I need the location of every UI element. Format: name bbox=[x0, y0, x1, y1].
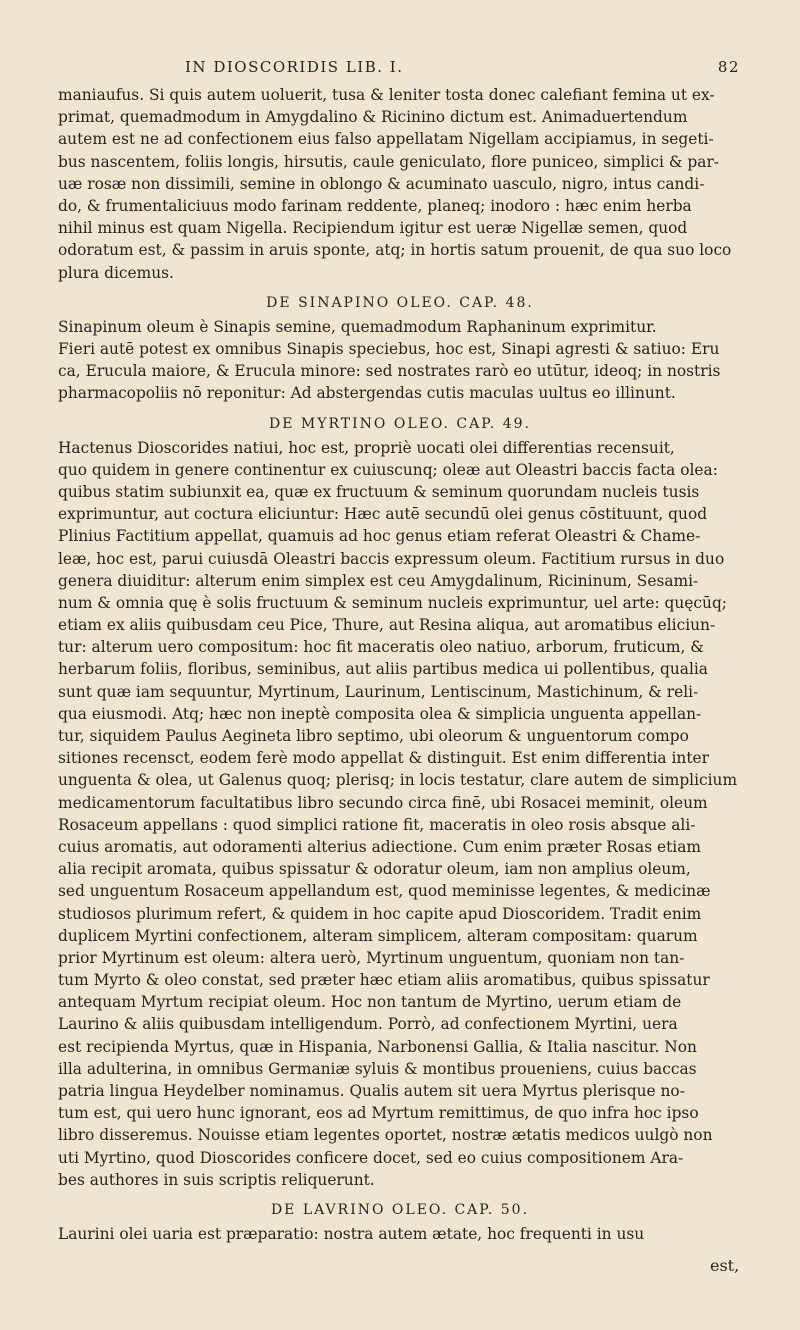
text-line: unguenta & olea, ut Galenus quoq; plerisq; in locis testatur, clare autem de simplicium bbox=[58, 771, 738, 790]
text-line: bus nascentem, foliis longis, hirsutis, caule geniculato, flore puniceo, simplici & par- bbox=[58, 152, 720, 171]
text-line: bes authores in suis scriptis reliquerunt. bbox=[58, 1170, 375, 1189]
text-line: uti Myrtino, quod Dioscorides conficere docet, sed eo cuius compositionem Ara- bbox=[58, 1148, 684, 1167]
text-line: Plinius Factitium appellat, quamuis ad hoc genus etiam referat Oleastri & Chame- bbox=[58, 527, 701, 546]
text-line: tur: alterum uero compositum: hoc fit maceratis oleo natiuo, arborum, fruticum, & bbox=[58, 638, 704, 657]
chapter-heading-48: DE SINAPINO OLEO. CAP. 48. bbox=[266, 294, 534, 311]
text-line: tum est, qui uero hunc ignorant, eos ad Myrtum remittimus, de quo infra hoc ipso bbox=[58, 1104, 699, 1123]
text-line: libro disseremus. Nouisse etiam legentes oportet, nostræ ætatis medicos uulgò non bbox=[58, 1126, 713, 1145]
text-line: nihil minus est quam Nigella. Recipiendum igitur est ueræ Nigellæ semen, quod bbox=[58, 219, 688, 238]
chapter-heading-49: DE MYRTINO OLEO. CAP. 49. bbox=[269, 415, 531, 432]
chapter-heading-50: DE LAVRINO OLEO. CAP. 50. bbox=[270, 1202, 530, 1219]
text-line: num & omnia quę è solis fructuum & seminum nucleis exprimuntur, uel arte: quęcūq; bbox=[58, 593, 727, 612]
text-line: prior Myrtinum est oleum: altera uerò, Myrtinum unguentum, quoniam non tan- bbox=[58, 948, 685, 967]
text-line: tur, siquidem Paulus Aegineta libro septimo, ubi oleorum & unguentorum compo bbox=[58, 727, 689, 746]
text-line: est recipienda Myrtus, quæ in Hispania, Narbonensi Gallia, & Italia nascitur. Non bbox=[58, 1037, 697, 1056]
text-line: genera diuiditur: alterum enim simplex est ceu Amygdalinum, Ricininum, Sesami- bbox=[58, 571, 699, 590]
text-line: uæ rosæ non dissimili, semine in oblongo & acuminato uasculo, nigro, intus candi- bbox=[58, 174, 705, 193]
text-line: patria lingua Heydelber nominamus. Qualis autem sit uera Myrtus plerisque no- bbox=[58, 1082, 685, 1101]
text-line: qua eiusmodi. Atq; hæc non ineptè composita olea & simplicia unguenta appellan- bbox=[58, 704, 702, 723]
text-line: plura dicemus. bbox=[58, 263, 174, 282]
text-line: Laurini olei uaria est præparatio: nostra autem ætate, hoc frequenti in usu bbox=[58, 1225, 645, 1244]
text-line: sed unguentum Rosaceum appellandum est, quod meminisse legentes, & medicinæ bbox=[58, 882, 711, 901]
text-line: leæ, hoc est, parui cuiusdā Oleastri baccis expressum oleum. Factitium rursus in duo bbox=[58, 549, 725, 568]
folio-number: 82 bbox=[717, 58, 740, 76]
text-line: antequam Myrtum recipiat oleum. Hoc non tantum de Myrtino, uerum etiam de bbox=[58, 993, 682, 1012]
text-line: tum Myrto & oleo constat, sed præter hæc etiam aliis aromatibus, quibus spissatur bbox=[58, 971, 710, 990]
paragraph-nigella bbox=[58, 84, 748, 284]
text-line: Hactenus Dioscorides natiui, hoc est, propriè uocati olei differentias recensuit, bbox=[58, 438, 675, 457]
text-line: duplicem Myrtini confectionem, alteram simplicem, alteram compositam: quarum bbox=[58, 926, 698, 945]
text-line: herbarum foliis, floribus, seminibus, aut aliis partibus medica ui pollentibus, qualia bbox=[58, 660, 708, 679]
paragraph-sinapino bbox=[58, 316, 748, 405]
text-line: ca, Erucula maiore, & Erucula minore: sed nostrates rarò eo utūtur, ideoq; in nostris bbox=[58, 362, 721, 381]
text-line: Laurino & aliis quibusdam intelligendum. Porrò, ad confectionem Myrtini, uera bbox=[58, 1015, 678, 1034]
text-line: Rosaceum appellans : quod simplici ratione fit, maceratis in oleo rosis absque ali- bbox=[58, 815, 696, 834]
text-line: studiosos plurimum refert, & quidem in hoc capite apud Dioscoridem. Tradit enim bbox=[58, 904, 702, 923]
text-line: pharmacopoliis nō reponitur: Ad abstergendas cutis maculas uultus eo illinunt. bbox=[58, 384, 676, 403]
text-line: sitiones recensct, eodem ferè modo appellat & distinguit. Est enim differentia inter bbox=[58, 749, 709, 768]
text-line: sunt quæ iam sequuntur, Myrtinum, Laurinum, Lentiscinum, Mastichinum, & reli- bbox=[58, 682, 699, 701]
text-line: Sinapinum oleum è Sinapis semine, quemadmodum Raphaninum exprimitur. bbox=[58, 317, 657, 336]
paragraph-myrtino bbox=[58, 437, 748, 1191]
text-line: medicamentorum facultatibus libro secundo circa finē, ubi Rosacei meminit, oleum bbox=[58, 793, 708, 812]
text-line: do, & frumentaliciuus modo farinam reddente, planeq; inodoro : hæc enim herba bbox=[58, 196, 692, 215]
text-line: maniaufus. Si quis autem uoluerit, tusa & leniter tosta donec calefiant femina ut ex- bbox=[58, 86, 715, 104]
text-line: alia recipit aromata, quibus spissatur & odoratur oleum, iam non amplius oleum, bbox=[58, 860, 691, 879]
text-line: Fieri autē potest ex omnibus Sinapis speciebus, hoc est, Sinapi agresti & satiuo: Eru bbox=[58, 339, 720, 358]
text-line: autem est ne ad confectionem eius falso appellatam Nigellam accipiamus, in segeti- bbox=[58, 130, 714, 149]
running-head bbox=[60, 58, 760, 82]
text-line: quo quidem in genere continentur ex cuiuscunq; oleæ aut Oleastri baccis facta olea: bbox=[58, 460, 718, 479]
text-line: quibus statim subiunxit ea, quæ ex fructuum & seminum quorundam nucleis tusis bbox=[58, 482, 700, 501]
text-line: odoratum est, & passim in aruis sponte, atq; in hortis satum prouenit, de qua suo loco bbox=[58, 241, 732, 260]
text-line: cuius aromatis, aut odoramenti alterius adiectione. Cum enim præter Rosas etiam bbox=[58, 837, 701, 856]
text-line: etiam ex aliis quibusdam ceu Pice, Thure, aut Resina aliqua, aut aromatibus eliciun- bbox=[58, 616, 716, 635]
text-line: primat, quemadmodum in Amygdalino & Ricinino dictum est. Animaduertendum bbox=[58, 108, 688, 127]
paragraph-laurino bbox=[58, 1223, 748, 1245]
running-head-title: IN DIOSCORIDIS LIB. I. bbox=[185, 58, 404, 76]
text-line: illa adulterina, in omnibus Germaniæ syluis & montibus proueniens, cuius baccas bbox=[58, 1059, 697, 1078]
catchword: est, bbox=[710, 1255, 740, 1275]
text-line: exprimuntur, aut coctura eliciuntur: Hæc autē secundū olei genus cōstituunt, quod bbox=[58, 505, 708, 524]
